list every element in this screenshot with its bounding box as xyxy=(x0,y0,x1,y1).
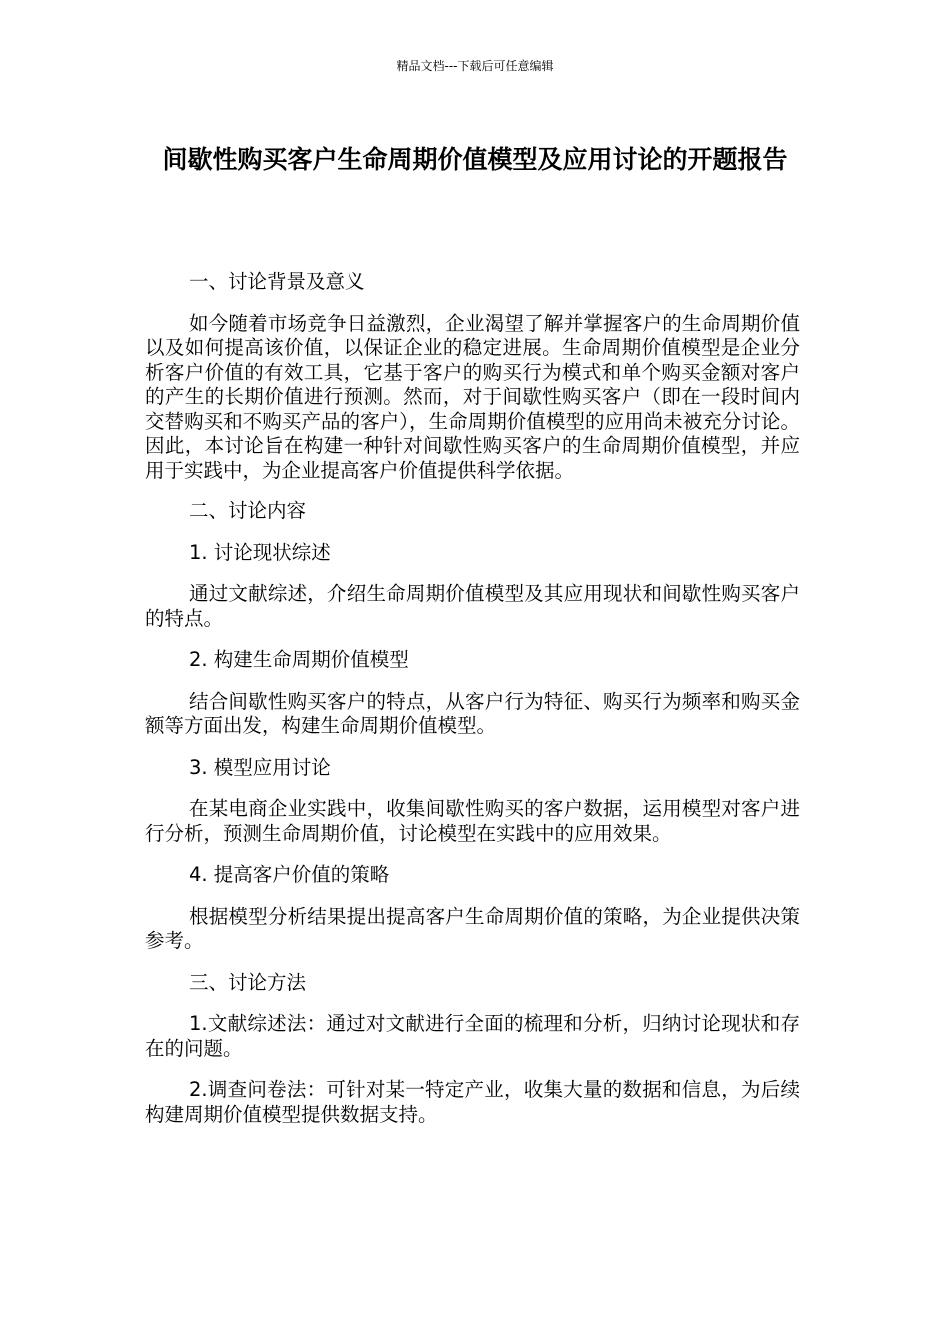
page-header-note: 精品文档---下载后可任意编辑 xyxy=(396,59,554,73)
paragraph-background: 如今随着市场竞争日益激烈，企业渴望了解并掌握客户的生命周期价值以及如何提高该价值，以保证企业的稳定进展。生命周期价值模型是企业分析客户价值的有效工具，它基于客户的购买行为模式和单个购买金额对客户的产生的长期价值进行预测。然而，对于间歇性购买客户（即在一段时间内交替购买和不购买产品的客户），生命周期价值模型的应用尚未被充分讨论。因此，本讨论旨在构建一种针对间歇性购买客户的生命周期价值模型，并应用于实践中，为企业提高客户价值提供科学依据。 xyxy=(145,311,800,482)
subheading-model-application: 3. 模型应用讨论 xyxy=(189,755,331,779)
subheading-build-model: 2. 构建生命周期价值模型 xyxy=(189,648,409,671)
document-body xyxy=(145,270,800,1127)
section-heading-content: 二、讨论内容 xyxy=(189,499,307,522)
paragraph-strategy: 根据模型分析结果提出提高客户生命周期价值的策略，为企业提供决策参考。 xyxy=(145,904,800,952)
section-heading-background: 一、讨论背景及意义 xyxy=(189,270,365,293)
subheading-strategy: 4. 提高客户价值的策略 xyxy=(189,863,390,886)
paragraph-method-literature: 1.文献综述法：通过对文献进行全面的梳理和分析，归纳讨论现状和存在的问题。 xyxy=(145,1012,800,1060)
paragraph-review: 通过文献综述，介绍生命周期价值模型及其应用现状和间歇性购买客户的特点。 xyxy=(145,582,800,630)
paragraph-method-survey: 2.调查问卷法：可针对某一特定产业，收集大量的数据和信息，为后续构建周期价值模型提供数据支持。 xyxy=(145,1078,800,1126)
section-heading-methods: 三、讨论方法 xyxy=(189,970,307,994)
document-title: 间歇性购买客户生命周期价值模型及应用讨论的开题报告 xyxy=(162,145,788,174)
paragraph-build-model: 结合间歇性购买客户的特点，从客户行为特征、购买行为频率和购买金额等方面出发，构建生命周期价值模型。 xyxy=(145,689,800,737)
paragraph-model-application: 在某电商企业实践中，收集间歇性购买的客户数据，运用模型对客户进行分析，预测生命周期价值，讨论模型在实践中的应用效果。 xyxy=(145,797,800,845)
subheading-review: 1. 讨论现状综述 xyxy=(189,540,331,564)
